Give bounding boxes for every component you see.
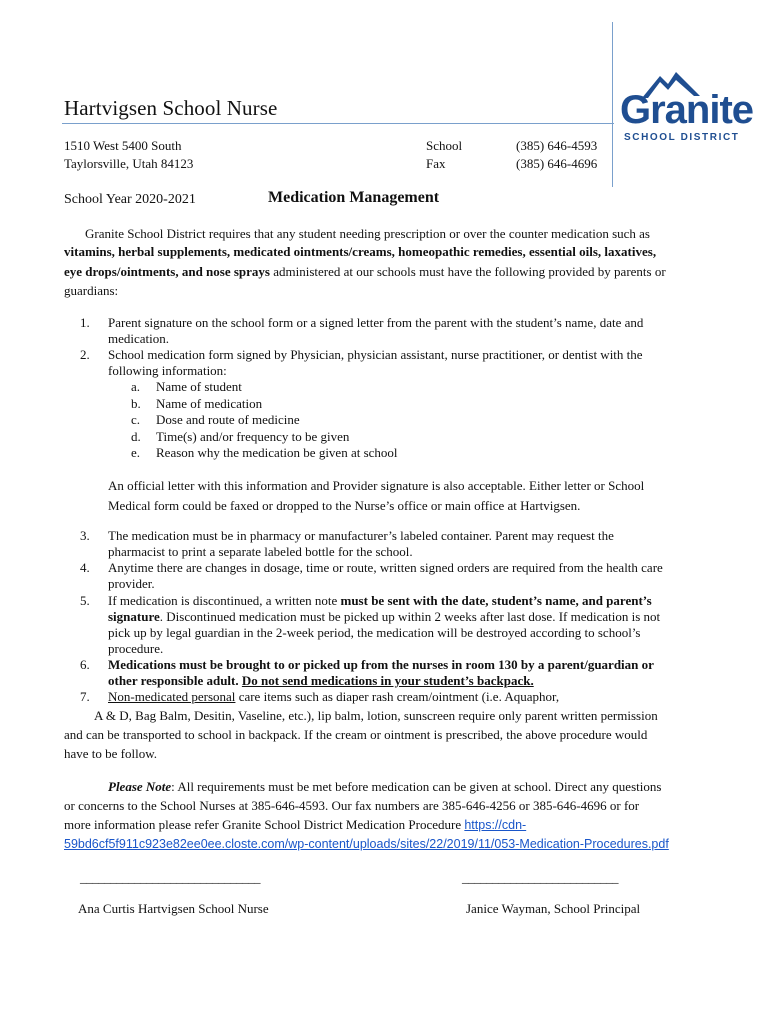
procedure-link-part-2[interactable]: 59bd6cf5f911c923e82ee0ee.closte.com/wp-content/uploads/sites/22/2019/11/053-Medication-Procedures.pdf	[64, 837, 669, 851]
item-7-underlined: Non-medicated personal	[108, 689, 236, 704]
note-line-1	[108, 777, 661, 797]
intro-line-3	[64, 262, 666, 282]
list-item-6-number: 6.	[80, 657, 90, 672]
note-label: Please Note	[108, 779, 172, 794]
list-item-7-line-2: A & D, Bag Balm, Desitin, Vaseline, etc.), lip balm, lotion, sunscreen require only parent written permission	[94, 708, 658, 723]
item-6-bold: Medications must be brought to or picked up from the nurses in room 130 by a parent/guardian or	[108, 657, 654, 672]
intro-bold-items-2: eye drops/ointments, and nose sprays	[64, 264, 270, 279]
page-title: Hartvigsen School Nurse	[64, 96, 278, 120]
list-item-6-line-2	[108, 673, 534, 690]
item-5-text-2: . Discontinued medication must be picked up within 2 weeks after last dose. If medication is not	[159, 609, 661, 624]
list-item-1-number: 1.	[80, 315, 90, 330]
sub-item-e-letter: e.	[131, 445, 141, 460]
list-item-7-number: 7.	[80, 689, 90, 704]
list-item-1-line-1: Parent signature on the school form or a signed letter from the parent with the student’s name, date and	[108, 315, 644, 330]
list-item-5-line-4: procedure.	[108, 641, 164, 656]
sub-item-c: Dose and route of medicine	[156, 412, 300, 427]
intro-line-1: Granite School District requires that any student needing prescription or over the counter medication such as	[85, 226, 650, 241]
section-heading: Medication Management	[268, 189, 440, 206]
list-item-2-number: 2.	[80, 347, 90, 362]
note-text-3: more information please refer Granite School District Medication Procedure	[64, 817, 465, 832]
item-5-text: If medication is discontinued, a written note	[108, 593, 341, 608]
logo-word: Granite	[620, 88, 754, 132]
school-phone-label: School	[426, 138, 463, 153]
list-item-5-number: 5.	[80, 593, 90, 608]
intro-line-2	[64, 242, 656, 262]
sub-item-e: Reason why the medication be given at school	[156, 445, 398, 460]
list-item-5-line-2	[108, 609, 660, 626]
list-item-7-line-3: and can be transported to school in backpack. If the cream or ointment is prescribed, the above procedure would	[64, 727, 648, 742]
signature-name-right: Janice Wayman, School Principal	[466, 901, 641, 916]
signature-line-right: __________________________	[462, 870, 618, 885]
list-item-4-line-1: Anytime there are changes in dosage, time or route, written signed orders are required from the health care	[108, 560, 663, 575]
sub-item-a-letter: a.	[131, 379, 141, 394]
school-phone: (385) 646-4593	[516, 138, 598, 153]
list-item-3-line-2: pharmacist to print a separate labeled bottle for the school.	[108, 544, 413, 559]
list-item-3-number: 3.	[80, 528, 90, 543]
sub-item-b: Name of medication	[156, 396, 263, 411]
list-item-7-line-1	[108, 689, 559, 706]
fax-phone: (385) 646-4696	[516, 156, 598, 171]
note-text-1: : All requirements must be met before medication can be given at school. Direct any questions	[171, 779, 662, 794]
intro-line-4: guardians:	[64, 283, 119, 298]
note-line-3	[64, 815, 526, 835]
list-item-1-line-2: medication.	[108, 331, 170, 346]
sub-item-b-letter: b.	[131, 396, 141, 411]
signature-line-left: ______________________________	[80, 870, 260, 885]
sub-item-c-letter: c.	[131, 412, 141, 427]
sub-item-d-letter: d.	[131, 429, 141, 444]
address-line-2: Taylorsville, Utah 84123	[64, 156, 194, 171]
note-line-4	[64, 834, 669, 854]
logo-subtitle: SCHOOL DISTRICT	[624, 132, 740, 143]
school-year: School Year 2020-2021	[64, 192, 196, 207]
sub-item-d: Time(s) and/or frequency to be given	[156, 429, 350, 444]
header-vertical-rule	[612, 22, 613, 187]
item-5-bold-signature: signature	[108, 609, 160, 624]
list-item-2-line-2: following information:	[108, 363, 227, 378]
item-7-text: care items such as diaper rash cream/ointment (i.e. Aquaphor,	[235, 689, 560, 704]
list-item-6-line-1	[108, 657, 654, 674]
list-item-4-number: 4.	[80, 560, 90, 575]
note-line-2: or concerns to the School Nurses at 385-646-4593. Our fax numbers are 385-646-4256 or 385-646-4696 or for	[64, 798, 640, 813]
intro-tail: administered at our schools must have the following provided by parents or	[269, 264, 666, 279]
official-letter-line-2: Medical form could be faxed or dropped to the Nurse’s office or main office at Hartvigsen.	[108, 498, 581, 513]
procedure-link-part-1[interactable]: https://cdn-	[464, 818, 527, 832]
official-letter-line-1: An official letter with this information and Provider signature is also acceptable. Either letter or School	[108, 478, 645, 493]
list-item-5-line-3: pick up by legal guardian in the 2-week period, the medication will be destroyed according to school’s	[108, 625, 641, 640]
list-item-4-line-2: provider.	[108, 576, 155, 591]
item-5-bold: must be sent with the date, student’s name, and parent’s	[340, 593, 652, 608]
intro-bold-items: vitamins, herbal supplements, medicated ointments/creams, homeopathic remedies, essential oils, laxatives,	[64, 244, 657, 259]
item-6-underlined: Do not send medications in your student’s backpack.	[241, 673, 534, 688]
granite-logo	[620, 66, 760, 146]
sub-item-a: Name of student	[156, 379, 242, 394]
fax-label: Fax	[426, 156, 446, 171]
signature-name-left: Ana Curtis Hartvigsen School Nurse	[78, 901, 269, 916]
list-item-3-line-1: The medication must be in pharmacy or manufacturer’s labeled container. Parent may request the	[108, 528, 614, 543]
header-rule	[62, 123, 614, 124]
item-6-bold-2: other responsible adult.	[108, 673, 242, 688]
list-item-2-line-1: School medication form signed by Physician, physician assistant, nurse practitioner, or dentist with the	[108, 347, 643, 362]
list-item-7-line-4: have to be follow.	[64, 746, 158, 761]
address-line-1: 1510 West 5400 South	[64, 138, 182, 153]
list-item-5-line-1	[108, 593, 652, 610]
